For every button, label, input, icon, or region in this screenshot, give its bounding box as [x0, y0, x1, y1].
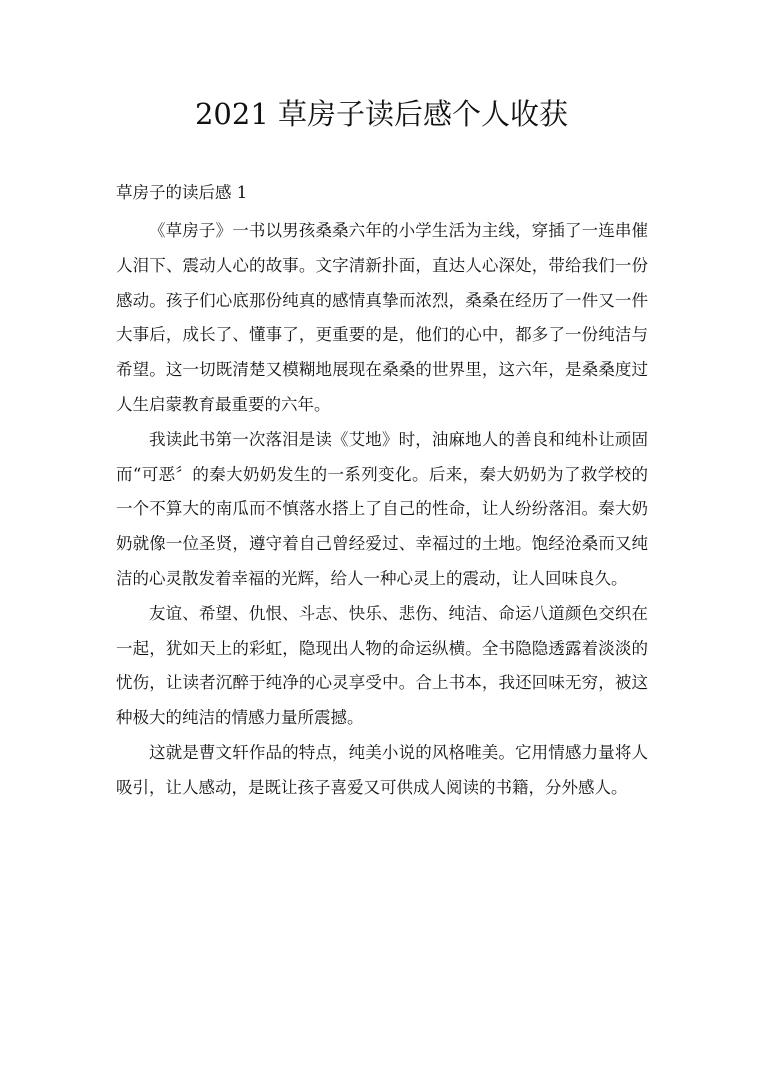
paragraph-2: 我读此书第一次落泪是读《艾地》时，油麻地人的善良和纯朴让顽固而“可恶〞的秦大奶奶发生的一系列变化。后来，秦大奶奶为了救学校的一个不算大的南瓜而不慎落水搭上了自己的性命，让人纷纷落泪。秦大奶奶就像一位圣贤，遵守着自己曾经爱过、幸福过的土地。饱经沧桑而又纯洁的心灵散发着幸福的光辉，给人一种心灵上的震动，让人回味良久。 [116, 429, 648, 588]
paragraph-3: 友谊、希望、仇恨、斗志、快乐、悲伤、纯洁、命运八道颜色交织在一起，犹如天上的彩虹，隐现出人物的命运纵横。全书隐隐透露着淡淡的忧伤，让读者沉醉于纯净的心灵享受中。合上书本，我还回味无穷，被这种极大的纯洁的情感力量所震撼。 [116, 603, 648, 728]
body-text [116, 214, 648, 806]
section-heading: 草房子的读后感 1 [116, 183, 248, 202]
paragraph-4: 这就是曹文轩作品的特点，纯美小说的风格唯美。它用情感力量将人吸引，让人感动，是既让孩子喜爱又可供成人阅读的书籍，分外感人。 [116, 742, 648, 797]
paragraph-1: 《草房子》一书以男孩桑桑六年的小学生活为主线，穿插了一连串催人泪下、震动人心的故事。文字清新扑面，直达人心深处，带给我们一份感动。孩子们心底那份纯真的感情真挚而浓烈，桑桑在经历了一件又一件大事后，成长了、懂事了，更重要的是，他们的心中，都多了一份纯洁与希望。这一切既清楚又模糊地展现在桑桑的世界里，这六年，是桑桑度过人生启蒙教育最重要的六年。 [116, 221, 648, 414]
document-title: 2021 草房子读后感个人收获 [194, 97, 569, 131]
